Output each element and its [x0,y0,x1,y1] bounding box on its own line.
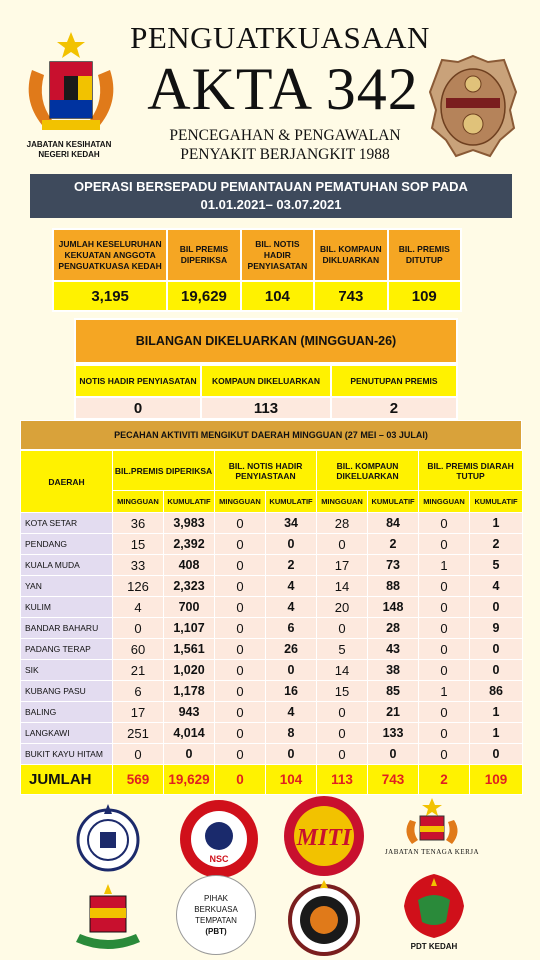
cumulative-count: 43 [368,639,419,660]
summary-header: BIL PREMIS DIPERIKSA [167,229,240,281]
group-header: BIL.PREMIS DIPERIKSA [113,451,215,491]
district-name: KULIM [21,597,113,618]
weekly-count: 1 [419,555,470,576]
civil-defence-crest-icon [284,878,364,958]
miti-logo-icon [282,794,366,878]
weekly-count: 0 [113,744,164,765]
weekly-count: 0 [317,723,368,744]
cumulative-count: 2 [470,534,523,555]
labour-dept-crest-icon [396,796,468,848]
district-name: KUALA MUDA [21,555,113,576]
weekly-count: 60 [113,639,164,660]
local-authority-badge: PIHAK BERKUASA TEMPATAN (PBT) [176,875,256,955]
summary-header: BIL. NOTIS HADIR PENYIASATAN [241,229,314,281]
cumulative-count: 0 [266,660,317,681]
summary-table [52,228,462,312]
weekly-count: 0 [317,534,368,555]
cumulative-count: 1,178 [164,681,215,702]
district-breakdown-title: PECAHAN AKTIVITI MENGIKUT DAERAH MINGGUAN (27 MEI – 03 JULAI) [20,420,522,450]
sub-header: MINGGUAN [113,491,164,513]
district-column-header: DAERAH [21,451,113,513]
total-label: JUMLAH [21,765,113,795]
cumulative-count: 1,107 [164,618,215,639]
sub-header: MINGGUAN [419,491,470,513]
weekly-count: 15 [113,534,164,555]
nsc-label: NSC [209,854,229,864]
malaysia-coat-of-arms-icon [12,30,130,135]
weekly-count: 0 [317,702,368,723]
table-row [21,681,523,702]
nsc-logo-icon [178,798,260,880]
cumulative-count: 104 [266,765,317,795]
district-name: SIK [21,660,113,681]
sub-header: KUMULATIF [368,491,419,513]
cumulative-count: 6 [266,618,317,639]
sub-header: KUMULATIF [470,491,523,513]
table-row [21,513,523,534]
table-row [21,618,523,639]
district-name: BANDAR BAHARU [21,618,113,639]
sub-header: MINGGUAN [215,491,266,513]
weekly-count: 0 [215,681,266,702]
weekly-count: 17 [113,702,164,723]
department-name: JABATAN KESIHATAN NEGERI KEDAH [26,140,112,159]
weekly-count: 0 [419,723,470,744]
weekly-count: 33 [113,555,164,576]
cumulative-count: 8 [266,723,317,744]
weekly-count: 0 [215,513,266,534]
cumulative-count: 700 [164,597,215,618]
summary-header: BIL. PREMIS DITUTUP [388,229,461,281]
cumulative-count: 2,323 [164,576,215,597]
district-name: KUBANG PASU [21,681,113,702]
weekly-count: 0 [215,744,266,765]
cumulative-count: 0 [470,744,523,765]
police-crest-icon [70,800,146,876]
district-name: BUKIT KAYU HITAM [21,744,113,765]
district-breakdown [20,420,522,795]
cumulative-count: 148 [368,597,419,618]
cumulative-count: 84 [368,513,419,534]
cumulative-count: 0 [164,744,215,765]
table-row [21,660,523,681]
weekly-issued-title: BILANGAN DIKELUARKAN (MINGGUAN-26) [74,318,458,364]
cumulative-count: 3,983 [164,513,215,534]
immigration-crest-icon [68,882,148,956]
weekly-count: 0 [419,702,470,723]
district-name: PADANG TERAP [21,639,113,660]
table-row [21,576,523,597]
weekly-count: 0 [317,618,368,639]
weekly-count: 0 [113,618,164,639]
cumulative-count: 0 [470,660,523,681]
weekly-count: 0 [317,744,368,765]
agency-logos [0,790,540,960]
cumulative-count: 0 [368,744,419,765]
summary-value: 3,195 [53,281,167,311]
cumulative-count: 2 [368,534,419,555]
cumulative-count: 38 [368,660,419,681]
cumulative-count: 73 [368,555,419,576]
weekly-count: 0 [215,555,266,576]
cumulative-count: 0 [470,597,523,618]
weekly-header-row [75,365,457,397]
weekly-count: 14 [317,576,368,597]
weekly-count: 0 [419,618,470,639]
summary-header: JUMLAH KESELURUHAN KEKUATAN ANGGOTA PENGUATKUASA KEDAH [53,229,167,281]
weekly-count: 36 [113,513,164,534]
weekly-header: PENUTUPAN PREMIS [331,365,457,397]
cumulative-count: 26 [266,639,317,660]
cumulative-count: 16 [266,681,317,702]
labour-dept-label: JABATAN TENAGA KERJA [384,848,480,856]
weekly-count: 0 [419,660,470,681]
cumulative-count: 5 [470,555,523,576]
sub-header: KUMULATIF [164,491,215,513]
summary-value: 104 [241,281,314,311]
weekly-count: 0 [419,534,470,555]
cumulative-count: 0 [266,534,317,555]
cumulative-count: 2,392 [164,534,215,555]
weekly-value-row [75,397,457,419]
weekly-value: 0 [75,397,201,419]
weekly-issued-table [74,364,458,420]
cumulative-count: 4 [266,597,317,618]
cumulative-count: 943 [164,702,215,723]
weekly-header: NOTIS HADIR PENYIASATAN [75,365,201,397]
summary-header-row [53,229,461,281]
weekly-count: 28 [317,513,368,534]
group-header: BIL. PREMIS DIARAH TUTUP [419,451,523,491]
weekly-count: 0 [215,723,266,744]
summary-value: 19,629 [167,281,240,311]
weekly-issued-box [74,318,458,420]
weekly-count: 17 [317,555,368,576]
health-enforcement-badge-icon [428,52,518,162]
cumulative-count: 1 [470,513,523,534]
district-table-body [21,513,523,795]
sub-header: MINGGUAN [317,491,368,513]
cumulative-count: 743 [368,765,419,795]
weekly-count: 0 [419,513,470,534]
weekly-count: 0 [419,639,470,660]
cumulative-count: 4 [266,576,317,597]
weekly-count: 2 [419,765,470,795]
cumulative-count: 133 [368,723,419,744]
weekly-count: 0 [215,702,266,723]
weekly-value: 2 [331,397,457,419]
district-name: PENDANG [21,534,113,555]
cumulative-count: 4 [470,576,523,597]
summary-value-row [53,281,461,311]
weekly-count: 20 [317,597,368,618]
weekly-count: 0 [419,576,470,597]
weekly-count: 21 [113,660,164,681]
cumulative-count: 86 [470,681,523,702]
weekly-count: 0 [215,618,266,639]
district-group-header-row [21,451,523,491]
cumulative-count: 85 [368,681,419,702]
group-header: BIL. NOTIS HADIR PENYIASTAAN [215,451,317,491]
weekly-count: 251 [113,723,164,744]
table-row [21,597,523,618]
cumulative-count: 2 [266,555,317,576]
weekly-count: 0 [419,597,470,618]
cumulative-count: 408 [164,555,215,576]
cumulative-count: 0 [266,744,317,765]
weekly-count: 0 [215,576,266,597]
table-row [21,639,523,660]
summary-value: 109 [388,281,461,311]
cumulative-count: 4,014 [164,723,215,744]
title-enforcement: PENGUATKUASAAN [130,20,430,55]
district-name: BALING [21,702,113,723]
district-name: KOTA SETAR [21,513,113,534]
weekly-count: 15 [317,681,368,702]
summary-header: BIL. KOMPAUN DIKLUARKAN [314,229,387,281]
cumulative-count: 21 [368,702,419,723]
table-row [21,555,523,576]
operation-banner: OPERASI BERSEPADU PEMANTAUAN PEMATUHAN SOP PADA 01.01.2021– 03.07.2021 [30,174,512,218]
weekly-count: 0 [215,765,266,795]
cumulative-count: 1 [470,702,523,723]
cumulative-count: 109 [470,765,523,795]
cumulative-count: 19,629 [164,765,215,795]
summary-value: 743 [314,281,387,311]
cumulative-count: 28 [368,618,419,639]
cumulative-count: 1,561 [164,639,215,660]
cumulative-count: 34 [266,513,317,534]
weekly-header: KOMPAUN DIKELUARKAN [201,365,331,397]
weekly-count: 0 [215,639,266,660]
weekly-count: 14 [317,660,368,681]
weekly-count: 5 [317,639,368,660]
weekly-count: 4 [113,597,164,618]
group-header: BIL. KOMPAUN DIKELUARKAN [317,451,419,491]
district-name: YAN [21,576,113,597]
weekly-count: 569 [113,765,164,795]
weekly-count: 126 [113,576,164,597]
weekly-count: 113 [317,765,368,795]
district-name: LANGKAWI [21,723,113,744]
title-act: AKTA 342 [147,56,419,122]
header [0,0,540,172]
cumulative-count: 1 [470,723,523,744]
sub-header: KUMULATIF [266,491,317,513]
weekly-count: 0 [215,660,266,681]
weekly-count: 6 [113,681,164,702]
table-row [21,702,523,723]
table-row [21,744,523,765]
district-table [20,450,523,795]
weekly-count: 0 [215,597,266,618]
pdt-kedah-label: PDT KEDAH [410,942,458,951]
weekly-value: 113 [201,397,331,419]
miti-label: MITI [296,825,352,851]
table-row [21,723,523,744]
kedah-district-office-crest-icon [394,870,474,942]
cumulative-count: 1,020 [164,660,215,681]
table-row [21,534,523,555]
cumulative-count: 4 [266,702,317,723]
cumulative-count: 0 [470,639,523,660]
weekly-count: 0 [215,534,266,555]
weekly-count: 0 [419,744,470,765]
cumulative-count: 88 [368,576,419,597]
weekly-count: 1 [419,681,470,702]
title-act-description: PENCEGAHAN & PENGAWALAN PENYAKIT BERJANGKIT 1988 [169,127,401,163]
cumulative-count: 9 [470,618,523,639]
